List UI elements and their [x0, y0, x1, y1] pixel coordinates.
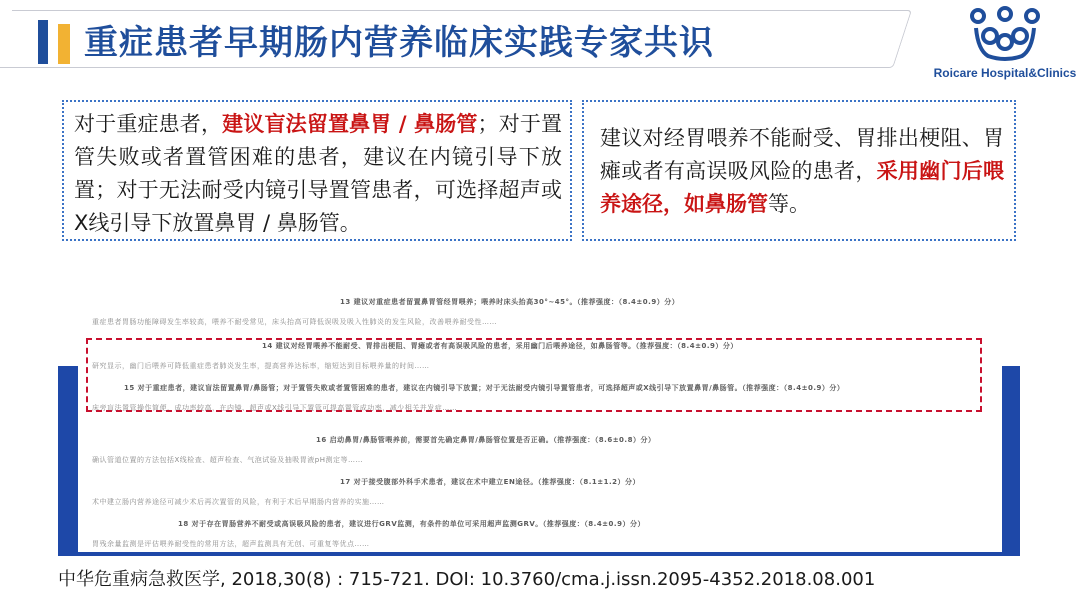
crown-icon: [968, 6, 1042, 64]
right-text-rest: 等。: [768, 192, 810, 216]
doc-line: 18 对于存在胃肠营养不耐受或高误吸风险的患者，建议进行GRV监测，有条件的单位可采用超声监测GRV。（推荐强度：（8.4±0.9）分）: [178, 520, 645, 528]
recommendation-box-left: [62, 100, 572, 241]
left-text-intro: 对于重症患者，: [74, 112, 223, 136]
doc-line: 床旁盲法置管操作简便，成功率较高，在内镜、超声或X线引导下置管可提高置管成功率，减少相关并发症……: [92, 404, 458, 412]
doc-line: 14 建议对经胃喂养不能耐受、胃排出梗阻、胃瘫或者有高误吸风险的患者，采用幽门后喂养途径，如鼻肠管等。（推荐强度：（8.4±0.9）分）: [262, 342, 738, 350]
left-text-highlight: 建议盲法留置鼻胃 / 鼻肠管: [222, 112, 478, 136]
doc-line: 17 对于接受腹部外科手术患者，建议在术中建立EN途径。（推荐强度：（8.1±1.2）分）: [340, 478, 640, 486]
hospital-name: Roicare Hospital&Clinics: [933, 66, 1077, 80]
doc-line: 重症患者胃肠功能障碍发生率较高，喂养不耐受常见，床头抬高可降低误吸及吸入性肺炎的发生风险，改善喂养耐受性……: [92, 318, 497, 326]
right-text-intro: 建议对经胃喂养不能耐受、胃排出梗阻、胃瘫或者有高误吸风险的患者，: [600, 126, 1004, 183]
document-excerpt: [78, 286, 1002, 552]
recommendation-box-right: [582, 100, 1016, 241]
doc-line: 术中建立肠内营养途径可减少术后再次置管的风险，有利于术后早期肠内营养的实施……: [92, 498, 385, 506]
page-title: 重症患者早期肠内营养临床实践专家共识: [84, 23, 714, 63]
title-accent-bar-gold: [58, 24, 70, 64]
citation: 中华危重病急救医学, 2018,30(8) : 715-721. DOI: 10.3760/cma.j.issn.2095-4352.2018.08.001: [58, 569, 876, 590]
hospital-logo: [930, 6, 1080, 82]
left-text-rest: ；对于置管失败或者置管困难的患者，建议在内镜引导下放置；对于无法耐受内镜引导置管患者，可选择超声或X线引导下放置鼻胃 / 鼻肠管。: [74, 112, 563, 235]
doc-line: 16 启动鼻胃/鼻肠管喂养前，需要首先确定鼻胃/鼻肠管位置是否正确。（推荐强度：（8.6±0.8）分）: [316, 436, 656, 444]
doc-line: 研究显示，幽门后喂养可降低重症患者肺炎发生率，提高营养达标率，缩短达到目标喂养量的时间……: [92, 362, 430, 370]
doc-line: 13 建议对重症患者留置鼻胃管经胃喂养；喂养时床头抬高30°~45°。（推荐强度：（8.4±0.9）分）: [340, 298, 680, 306]
doc-line: 胃残余量监测是评估喂养耐受性的常用方法，超声监测具有无创、可重复等优点……: [92, 540, 370, 548]
right-text-highlight: 采用幽门后喂养途径，如鼻肠管: [600, 159, 1005, 216]
recommendation-highlight-frame: [86, 338, 982, 412]
doc-line: 15 对于重症患者，建议盲法留置鼻胃/鼻肠管；对于置管失败或者置管困难的患者，建议在内镜引导下放置；对于无法耐受内镜引导置管患者，可选择超声或X线引导下放置鼻胃/鼻肠管。（推荐强度：（8.4±0.9）分）: [124, 384, 845, 392]
title-accent-bar-blue: [38, 20, 48, 64]
doc-line: 确认管道位置的方法包括X线检查、超声检查、气泡试验及抽吸胃液pH测定等……: [92, 456, 364, 464]
